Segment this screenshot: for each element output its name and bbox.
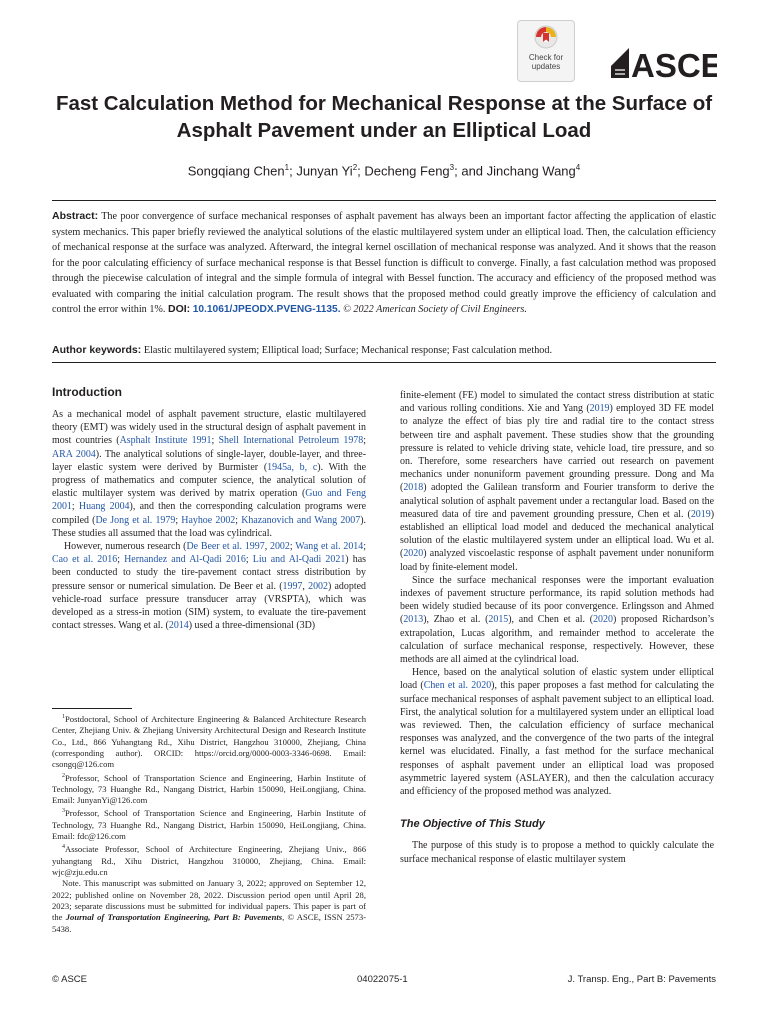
body-text: ). These studies all assumed that the load was cylindrical. bbox=[52, 514, 366, 539]
author-name: Decheng Feng bbox=[364, 163, 450, 179]
paper-title: Fast Calculation Method for Mechanical Response at the Surface of Asphalt Pavement under an Elliptical Load bbox=[55, 92, 713, 142]
footnote-number: 2 bbox=[62, 772, 65, 779]
body-text: ), and Chen et al. ( bbox=[508, 614, 594, 626]
check-for-updates-icon bbox=[534, 25, 558, 49]
citation-link[interactable]: 2018 bbox=[403, 482, 424, 494]
citation-link[interactable]: De Beer et al. 1997 bbox=[186, 541, 265, 553]
body-text: As a mechanical model of asphalt pavement structure, elastic multilayered theory (EMT) was widely used in the structural design of asphalt pavement in most countries ( bbox=[52, 409, 366, 447]
citation-link[interactable]: Chen et al. 2020 bbox=[423, 680, 492, 692]
citation-link[interactable]: De Jong et al. 1979 bbox=[95, 514, 176, 526]
citation-link[interactable]: 2002 bbox=[308, 580, 328, 592]
body-text: However, numerous research ( bbox=[64, 541, 187, 553]
body-text: ). The analytical solutions of single-layer, double-layer, and three-layer elastic system were derived by Burmister ( bbox=[52, 448, 367, 473]
left-column bbox=[52, 385, 367, 632]
body-text: ; bbox=[175, 514, 182, 526]
body-text: ; bbox=[363, 435, 366, 447]
footnote-number: 4 bbox=[62, 844, 65, 851]
intro-paragraph-2 bbox=[52, 540, 366, 632]
footnote-rule bbox=[52, 708, 132, 709]
footnote-number: 3 bbox=[62, 808, 65, 815]
doi-link[interactable]: 10.1061/JPEODX.PVENG-1135. bbox=[192, 304, 341, 316]
body-text: ) established an elliptical load model and deduced the mechanical analytical solution of the elastic multilayered system under an elliptical load. Wu et al. ( bbox=[400, 508, 714, 560]
objective-heading: The Objective of This Study bbox=[400, 818, 545, 831]
body-text: , bbox=[302, 580, 309, 592]
body-text: ; bbox=[289, 541, 296, 553]
affiliation-footnote bbox=[52, 712, 366, 771]
author-affiliation-mark: 1 bbox=[284, 163, 290, 172]
divider-bottom bbox=[52, 362, 716, 363]
page-footer bbox=[52, 974, 716, 988]
body-text: ; bbox=[245, 554, 253, 566]
citation-link[interactable]: 2019 bbox=[690, 508, 711, 520]
copyright-text: © 2022 American Society of Civil Engineers. bbox=[343, 304, 527, 316]
right-column bbox=[400, 389, 714, 866]
author-list: Songqiang Chen$^1$; Junyan Yi$^2$; Decheng Feng$^3$; and Jinchang Wang$^4$ bbox=[187, 163, 581, 179]
asce-logo-text: ASCE bbox=[631, 47, 717, 82]
author-name: Jinchang Wang bbox=[486, 163, 576, 179]
citation-link[interactable]: Guo and Feng 2001 bbox=[52, 488, 367, 513]
body-text: ) employed 3D FE model to analyze the effect of bias ply tire and radial tire to the contact stress between tire and asphalt pavement. These studies show that the grounding pressure is related to vehicle driving state, vehicle load, tire pressure, and so on. Therefore, some researchers have carried out research on pavement mechanics under nonuniform pavement grounding pressure. Dong and Ma ( bbox=[400, 403, 715, 494]
footer-article-number: 04022075-1 bbox=[357, 974, 408, 985]
citation-link[interactable]: 1945a, b, c bbox=[267, 461, 318, 473]
footnote-text: Postdoctoral, School of Architecture Engineering & Balanced Architecture Research Center, Zhejiang Univ. & Zhejiang University Architectural Design and Research Institute Co., Ltd., 866 Yuhangtang Rd., Xihu District, Hangzhou 310000, Zhejiang, China (corresponding author). ORCID: https://orcid.org/0000-0003-3346-0698. Email: csongq@126.com bbox=[52, 713, 366, 770]
body-text: Since the surface mechanical responses were the important evaluation indexes of pavement structure performance, its rapid solution methods had been widely studied because of its poor convergence. Erlingsson and Ahmed ( bbox=[400, 574, 714, 626]
body-text: ) adopted the Galilean transform and Fourier transform to derive the analytical solution of asphalt pavement under a rectangular load. Based on the measured data of tire and pavement grounding pressure, Chen et al. ( bbox=[400, 482, 714, 520]
affiliation-footnote bbox=[52, 771, 366, 807]
author-name: Songqiang Chen bbox=[187, 163, 285, 179]
citation-link[interactable]: 2019 bbox=[589, 403, 610, 415]
intro-paragraph-1 bbox=[52, 408, 366, 540]
objective-paragraph: The purpose of this study is to propose a method to quickly calculate the surface mechanical response of elastic multilayer system bbox=[400, 840, 714, 865]
body-text: finite-element (FE) model to simulated the contact stress distribution at static and various rolling conditions. Xie and Yang ( bbox=[400, 390, 714, 415]
body-text: ), this paper proposes a fast method for calculating the surface mechanical responses of asphalt pavement subject to an elliptical load. First, the analytical solution for a multilayered system under an elliptical load was reviewed. Then, the calculation efficiency of surface mechanical responses was analyzed, and the convergence of the two parts of the integral kernel was elucidated. Finally, a fast method for the surface mechanical responses of asphalt pavement under an elliptical load was proposed asymmetric layered system (ASLAYER), and then the calculation accuracy and efficiency of the proposed method was analyzed. bbox=[400, 680, 714, 798]
keywords-text: Elastic multilayered system; Elliptical load; Surface; Mechanical response; Fast calculation method. bbox=[143, 345, 553, 356]
divider-top bbox=[52, 200, 716, 201]
body-text: ) has been conducted to study the tire-pavement contact stress distribution by pressure sensor or numerical simulation. De Beer et al. ( bbox=[52, 554, 367, 592]
citation-link[interactable]: 1997 bbox=[282, 580, 303, 592]
citation-link[interactable]: 2014 bbox=[168, 620, 189, 632]
citation-link[interactable]: 2002 bbox=[269, 541, 290, 553]
citation-link[interactable]: Hernandez and Al-Qadi 2016 bbox=[124, 554, 246, 566]
body-text: ) used a three-dimensional (3D) bbox=[188, 620, 316, 632]
body-text: ), Zhao et al. ( bbox=[423, 614, 489, 626]
keywords-heading: Author keywords: bbox=[52, 344, 142, 356]
footnote-list bbox=[52, 712, 366, 878]
body-text: ). With the progress of mathematics and computer science, the analytical solution of elastic multilayer system was derived by matrix operation ( bbox=[52, 461, 366, 500]
body-text: , bbox=[264, 541, 270, 553]
affiliation-footnote bbox=[52, 842, 366, 878]
body-text: ) proposed Richardson’s extrapolation, Lucas algorithm, and remainder method to accelerate the calculation of surface mechanical response, respectively. However, these methods are all aimed at the cylindrical load. bbox=[400, 614, 714, 666]
body-text: ), and then the corresponding calculation programs were compiled ( bbox=[52, 501, 366, 526]
note-text: Note. This manuscript was submitted on January 3, 2022; approved on September 12, 2022; published online on November 28, 2022. Discussion period open until April 28, 2023; separate discussions must be submitted for individual papers. This paper is part of the bbox=[52, 878, 366, 923]
author-name: Junyan Yi bbox=[296, 163, 353, 179]
citation-link[interactable]: Hayhoe 2002 bbox=[181, 514, 236, 526]
footnote-number: 1 bbox=[62, 714, 65, 720]
manuscript-note bbox=[52, 878, 366, 935]
author-affiliation-mark: 4 bbox=[575, 163, 581, 172]
footer-journal: J. Transp. Eng., Part B: Pavements bbox=[567, 974, 716, 985]
citation-link[interactable]: Liu and Al-Qadi 2021 bbox=[252, 554, 346, 566]
citation-link[interactable]: Huang 2004 bbox=[78, 501, 130, 513]
citation-link[interactable]: Cao et al. 2016 bbox=[52, 554, 118, 566]
footnote-text: Associate Professor, School of Architecture Engineering, Zhejiang Univ., 866 yuhangtang Rd., Xihu District, Hangzhou 310000, Zhejiang, China. Email: wjc@zju.edu.cn bbox=[52, 844, 366, 877]
author-affiliation-mark: 3 bbox=[449, 163, 455, 172]
citation-link[interactable]: 2015 bbox=[488, 614, 509, 626]
footnotes bbox=[52, 712, 366, 935]
citation-link[interactable]: ARA 2004 bbox=[52, 448, 96, 460]
citation-link[interactable]: Khazanovich and Wang 2007 bbox=[241, 514, 361, 526]
doi-label: DOI: bbox=[168, 303, 191, 316]
asce-logo-icon bbox=[611, 44, 717, 82]
body-text: Hence, based on the analytical solution of elastic system under elliptical load ( bbox=[400, 667, 714, 692]
intro-paragraph-3 bbox=[400, 389, 714, 574]
citation-link[interactable]: Asphalt Institute 1991 bbox=[119, 435, 212, 447]
body-text: ; bbox=[363, 541, 367, 553]
body-text: ; bbox=[235, 514, 242, 526]
citation-link[interactable]: 2020 bbox=[403, 548, 424, 560]
citation-link[interactable]: 2013 bbox=[403, 614, 424, 626]
asce-logo bbox=[611, 44, 717, 82]
note-tail: , © ASCE, ISSN 2573-5438. bbox=[52, 912, 366, 934]
intro-paragraph-5 bbox=[400, 666, 714, 798]
citation-link[interactable]: Wang et al. 2014 bbox=[295, 541, 364, 553]
abstract-heading: Abstract: bbox=[52, 210, 99, 222]
abstract bbox=[52, 209, 716, 318]
citation-link[interactable]: Shell International Petroleum 1978 bbox=[218, 435, 364, 447]
intro-paragraph-4 bbox=[400, 574, 714, 666]
affiliation-footnote bbox=[52, 806, 366, 842]
body-text: ; bbox=[117, 554, 125, 566]
body-text: ; bbox=[211, 435, 219, 447]
body-text: ) adopted vehicle-road surface pressure transducer array (VRSPTA), which was developed as a stress-in motion (SIM) system, to evaluate the tire-pavement contact stresses. Wang et al. ( bbox=[52, 580, 366, 632]
footer-copyright: © ASCE bbox=[52, 974, 87, 985]
check-for-updates-badge[interactable] bbox=[517, 20, 575, 82]
body-text: ; bbox=[71, 501, 79, 513]
author-keywords bbox=[52, 343, 716, 358]
footnote-text: Professor, School of Transportation Science and Engineering, Harbin Institute of Technology, 73 Huanghe Rd., Nangang District, Harbin 150090, HeiLongjiang, China. Email: JunyanYi@126.com bbox=[52, 772, 366, 806]
note-journal: Journal of Transportation Engineering, Part B: Pavements bbox=[65, 912, 283, 923]
citation-link[interactable]: 2020 bbox=[593, 614, 613, 626]
badge-text: Check for updates bbox=[528, 53, 564, 71]
author-affiliation-mark: 2 bbox=[352, 163, 358, 172]
introduction-heading: Introduction bbox=[52, 385, 122, 399]
abstract-body: The poor convergence of surface mechanical responses of asphalt pavement has always been an important factor affecting the application of elastic system mechanics. This paper briefly reviewed the analytical solutions of the elastic multilayered system under an elliptical load. Then, the calculation efficiency of mechanical response at the surface was analyzed. Afterward, the integral kernel oscillation of mechanical response was analyzed. And it shows that the reason for the poor calculating efficiency of surface mechanical response is that Bessel function is difficult to converge. Finally, a fast calculation method was proposed through the piecewise calculation of integral and the simple formula of integral with Bessel function. The accuracy and efficiency of the proposed method was evaluated with comparing the initial calculation program. The result shows that the proposed method could greatly improve the efficiency of calculation and control the error within 1%. bbox=[52, 211, 716, 316]
footnote-text: Professor, School of Transportation Science and Engineering, Harbin Institute of Technology, 73 Huanghe Rd., Nangang District, Harbin 150090, HeiLongjiang, China. Email: fdc@126.com bbox=[52, 808, 366, 842]
body-text: ) analyzed viscoelastic response of asphalt pavement under nonuniform load by finite-element model. bbox=[400, 548, 714, 573]
